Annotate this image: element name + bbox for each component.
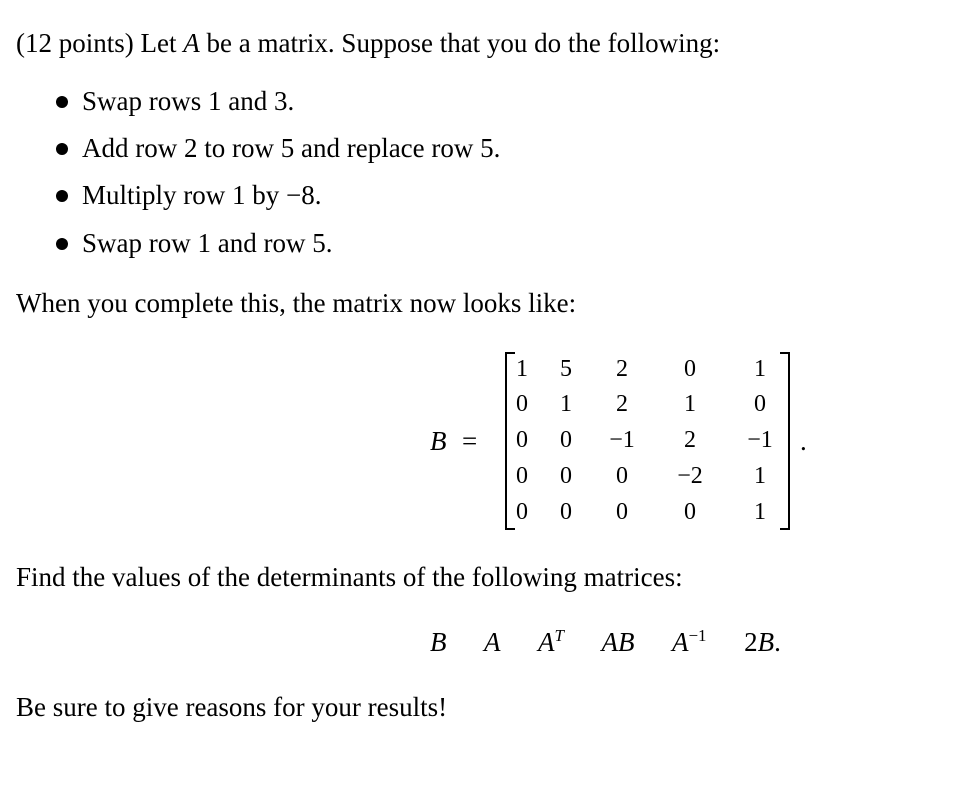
matrix-cell: 1 xyxy=(754,356,766,382)
matrix-cell: 2 xyxy=(616,391,628,417)
matrix-cell: 0 xyxy=(684,499,696,525)
list-item-a-inverse: $A^{-1}$ xyxy=(671,626,707,657)
step-item: Add row 2 to row 5 and replace row 5. xyxy=(82,133,501,163)
matrix-cell: −1 xyxy=(609,427,635,453)
matrix-end-period: . xyxy=(800,426,807,456)
bullet-icon xyxy=(56,96,68,108)
bullet-icon xyxy=(56,238,68,250)
bullet-icon xyxy=(56,190,68,202)
matrix-cell: 2 xyxy=(616,356,628,382)
step-item: Swap row 1 and row 5. xyxy=(82,228,333,258)
list-item-ab: AB xyxy=(601,627,635,657)
matrix-equals: = xyxy=(462,426,478,456)
closing-text: Be sure to give reasons for your results! xyxy=(16,692,448,722)
intro-var: A xyxy=(183,28,200,58)
result-intro: When you complete this, the matrix now looks like: xyxy=(16,288,577,318)
matrix-cell: 1 xyxy=(516,356,528,382)
question-text: Find the values of the determinants of the following matrices: xyxy=(16,562,683,592)
matrix-cell: 0 xyxy=(516,499,528,525)
matrix-cell: 0 xyxy=(516,463,528,489)
matrix-cell: 5 xyxy=(560,356,572,382)
matrix-cell: 0 xyxy=(516,391,528,417)
matrix-cell: 0 xyxy=(616,499,628,525)
list-item-2b: 2B. xyxy=(744,627,781,657)
matrix-cell: −1 xyxy=(747,427,773,453)
bullet-icon xyxy=(56,143,68,155)
matrix-cell: 0 xyxy=(616,463,628,489)
matrix-cell: 0 xyxy=(560,463,572,489)
matrix-cell: 0 xyxy=(516,427,528,453)
matrix-label: B xyxy=(430,426,447,456)
matrix-cell: 0 xyxy=(560,427,572,453)
matrix-cell: 0 xyxy=(684,356,696,382)
step-item: Multiply row 1 by −8. xyxy=(82,180,322,210)
matrix-cell: 1 xyxy=(560,391,572,417)
matrix-cell: 1 xyxy=(754,463,766,489)
matrix-cell: −2 xyxy=(677,463,703,489)
list-item-a: A xyxy=(484,627,501,657)
list-item-a-transpose: $A^T$ xyxy=(538,626,564,657)
step-item: Swap rows 1 and 3. xyxy=(82,86,295,116)
matrix-cell: 0 xyxy=(560,499,572,525)
matrix-cell: 2 xyxy=(684,427,696,453)
intro-suffix: be a matrix. Suppose that you do the following: xyxy=(206,28,721,58)
matrix-cell: 0 xyxy=(754,391,766,417)
intro-prefix: (12 points) Let xyxy=(16,28,177,58)
matrix-cell: 1 xyxy=(754,499,766,525)
matrix-cell: 1 xyxy=(684,391,696,417)
intro-line xyxy=(16,30,720,57)
list-item-b: B xyxy=(430,627,447,657)
matrices-list xyxy=(430,627,781,656)
